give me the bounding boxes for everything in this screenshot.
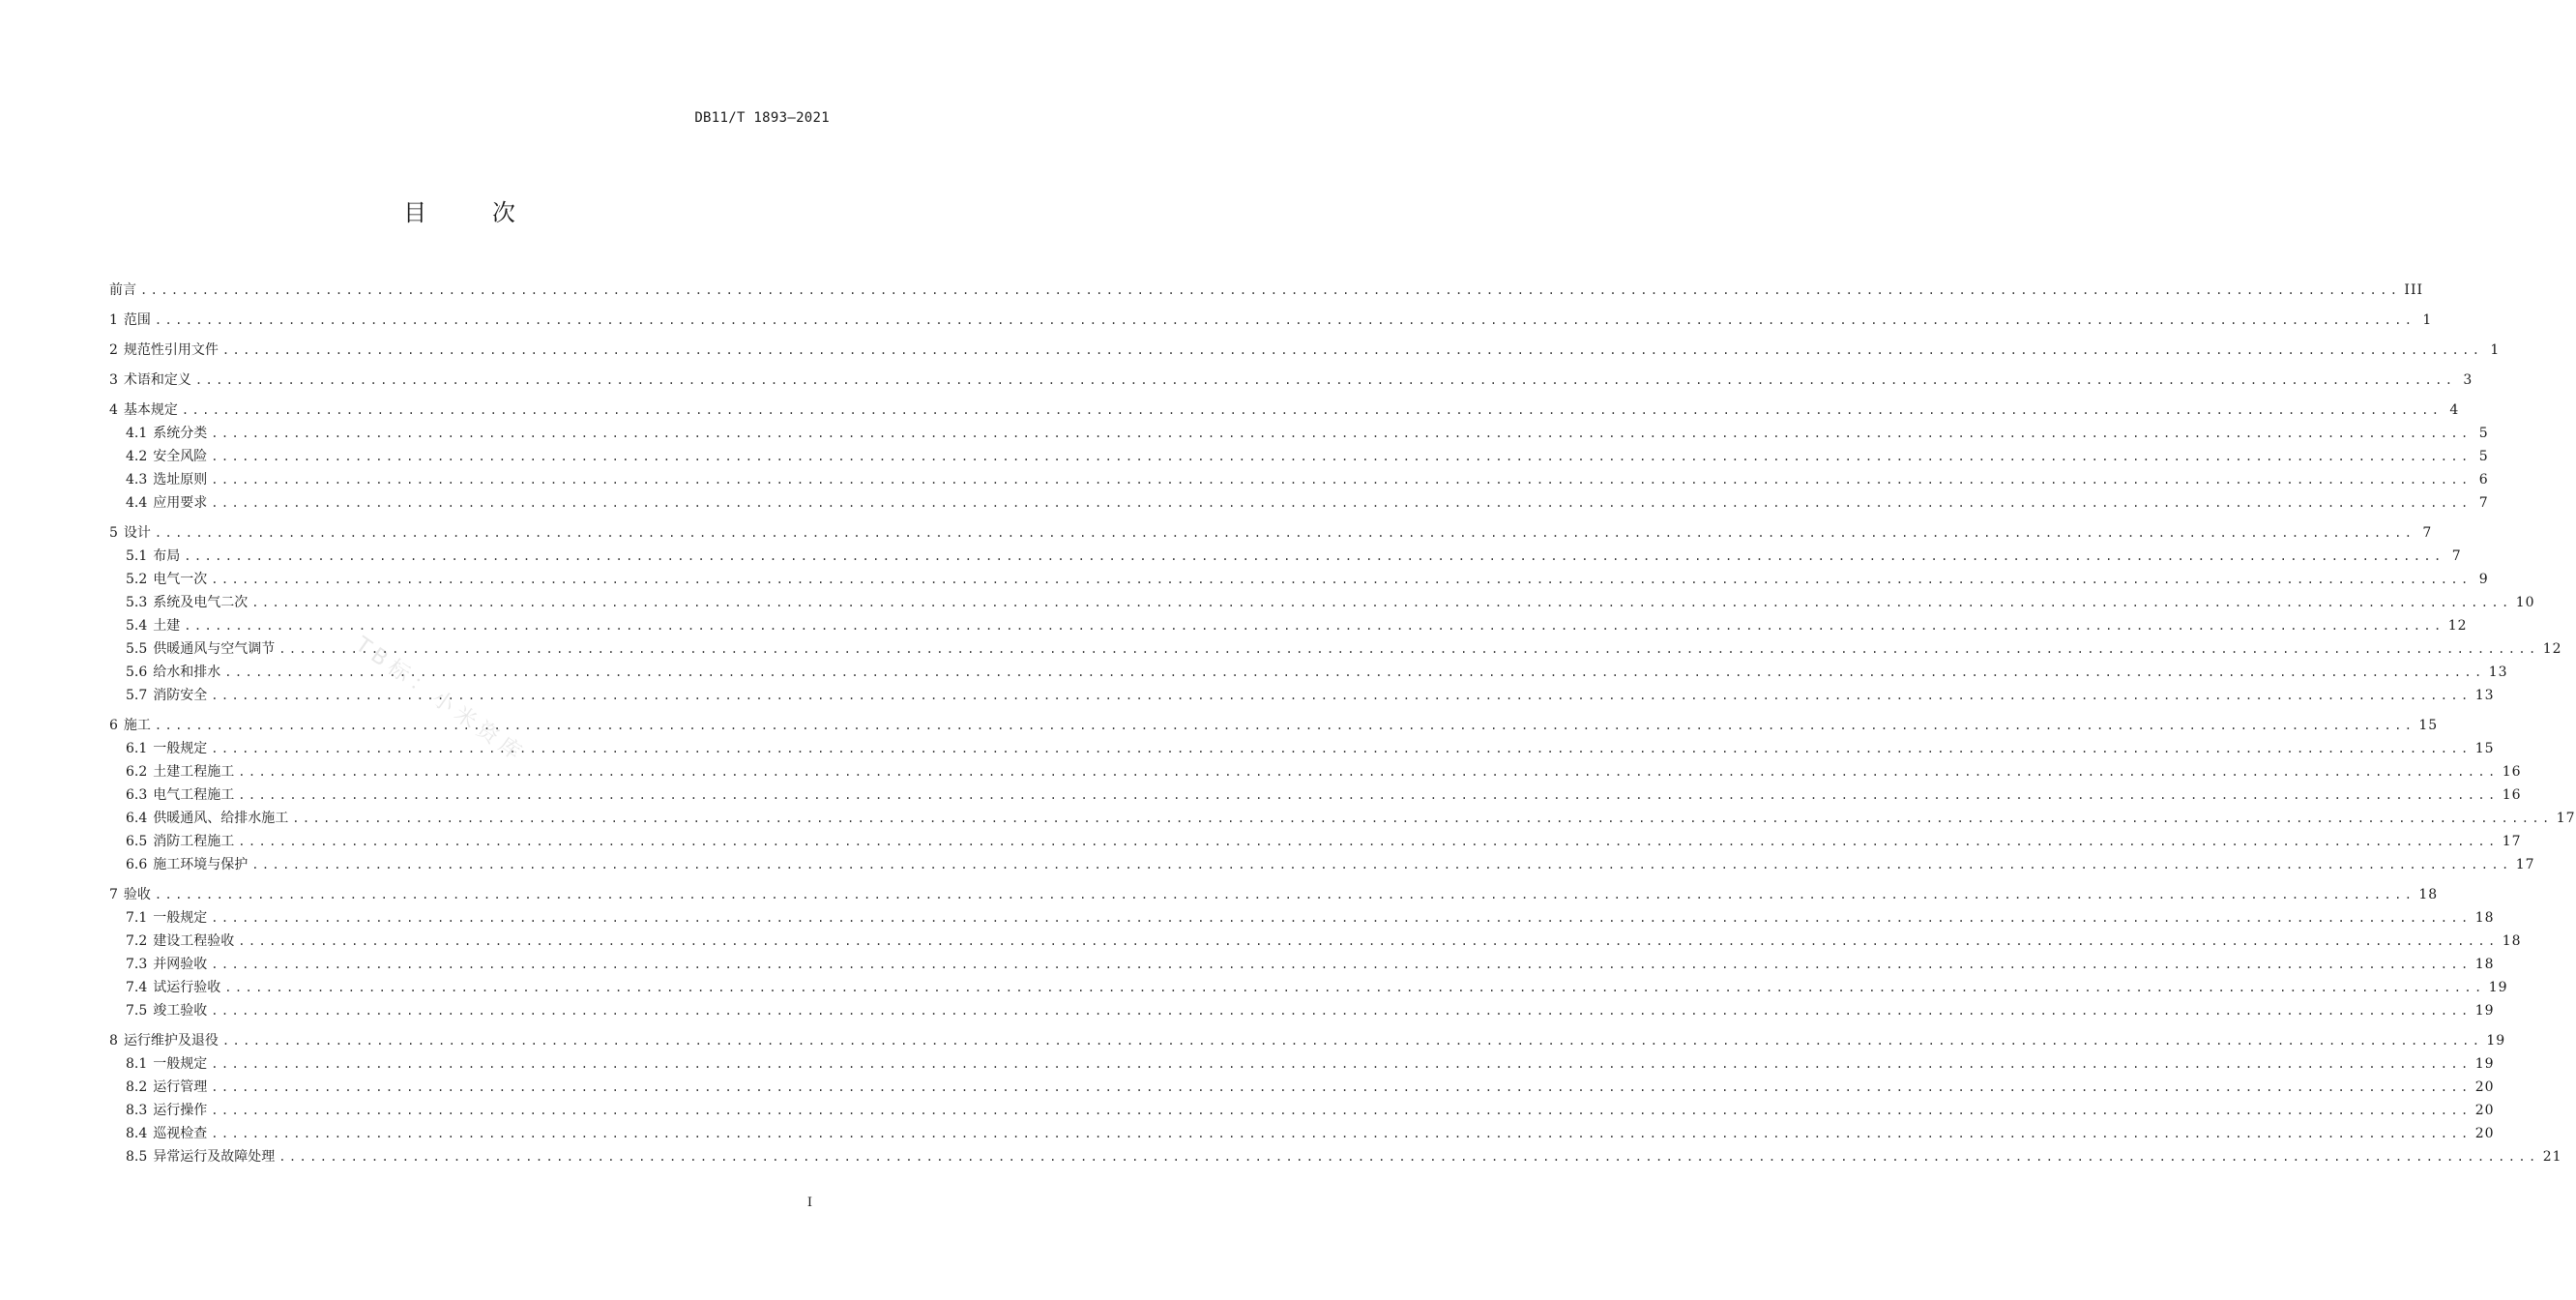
toc-entry-number: 5.7	[126, 688, 148, 703]
toc-entry[interactable]	[109, 1145, 2562, 1168]
toc-entry[interactable]	[109, 976, 2508, 999]
toc-entry-number: 5.6	[126, 665, 148, 680]
toc-leader-dots: ............................................................................................................................................................................................................................	[238, 835, 2499, 848]
toc-entry-title	[126, 830, 234, 853]
toc-entry[interactable]	[109, 999, 2495, 1022]
toc-entry-title	[126, 684, 207, 707]
toc-entry-number: 6.3	[126, 787, 148, 803]
toc-entry-label: 并网验收	[153, 957, 208, 972]
toc-leader-dots: ............................................................................................................................................................................................................................	[251, 596, 2512, 609]
toc-entry-title	[126, 976, 220, 999]
toc-entry-number: 6.1	[126, 741, 148, 756]
toc-entry-label: 试运行验收	[153, 980, 221, 995]
toc-entry[interactable]	[109, 568, 2489, 591]
toc-entry-title	[126, 422, 207, 445]
toc-entry[interactable]	[109, 807, 2576, 830]
toc-entry-title	[126, 568, 207, 591]
toc-entry-page: 20	[2474, 1126, 2495, 1141]
toc-entry-label: 设计	[123, 525, 151, 541]
toc-leader-dots: ............................................................................................................................................................................................................................	[211, 958, 2472, 971]
toc-entry[interactable]	[109, 661, 2508, 684]
toc-entry-title	[126, 953, 207, 976]
toc-entry[interactable]	[109, 399, 2460, 422]
toc-entry-page: 17	[2502, 834, 2522, 849]
toc-entry-label: 供暖通风与空气调节	[153, 641, 276, 657]
toc-entry-label: 一般规定	[153, 910, 208, 926]
toc-entry-label: 土建工程施工	[153, 764, 235, 780]
toc-leader-dots: ............................................................................................................................................................................................................................	[140, 283, 2401, 297]
toc-entry-title	[126, 930, 234, 953]
watermark: TB标：小米资库	[350, 633, 530, 769]
toc-entry-label: 系统及电气二次	[153, 595, 249, 610]
toc-entry-number: 6.4	[126, 811, 148, 826]
toc-leader-dots: ............................................................................................................................................................................................................................	[292, 812, 2553, 825]
toc-leader-dots: ............................................................................................................................................................................................................................	[184, 549, 2444, 563]
toc-entry[interactable]	[109, 1052, 2495, 1076]
toc-leader-dots: ............................................................................................................................................................................................................................	[211, 496, 2472, 510]
toc-entry-title	[126, 614, 180, 637]
toc-entry-page: 13	[2488, 665, 2508, 680]
toc-leader-dots: ............................................................................................................................................................................................................................	[211, 689, 2472, 702]
toc-entry[interactable]	[109, 339, 2501, 362]
toc-entry-label: 巡视检查	[153, 1126, 208, 1141]
toc-entry-number: 8.4	[126, 1126, 148, 1141]
toc-leader-dots: ............................................................................................................................................................................................................................	[211, 911, 2472, 925]
toc-entry[interactable]	[109, 545, 2462, 568]
toc-entry-label: 前言	[109, 282, 136, 298]
toc-entry[interactable]	[109, 279, 2424, 302]
toc-entry-title	[109, 309, 151, 332]
toc-entry-page: 5	[2478, 449, 2489, 464]
toc-entry[interactable]	[109, 783, 2522, 807]
toc-leader-dots: ............................................................................................................................................................................................................................	[224, 981, 2485, 994]
toc-entry-number: 4.3	[126, 472, 148, 488]
toc-leader-dots: ............................................................................................................................................................................................................................	[278, 642, 2539, 656]
toc-entry-label: 术语和定义	[123, 372, 191, 388]
toc-entry[interactable]	[109, 684, 2495, 707]
toc-entry-number: 7.2	[126, 933, 148, 949]
toc-entry-page: 19	[2486, 1033, 2506, 1049]
toc-leader-dots: ............................................................................................................................................................................................................................	[221, 343, 2483, 357]
toc-entry-number: 7.4	[126, 980, 148, 995]
toc-entry-title	[126, 783, 234, 807]
toc-entry-page: 18	[2502, 933, 2522, 949]
toc-entry-title	[109, 279, 136, 302]
toc-entry-page: 13	[2474, 688, 2495, 703]
toc-entry-title	[126, 1122, 207, 1145]
toc-leader-dots: ............................................................................................................................................................................................................................	[154, 719, 2415, 732]
toc-leader-dots: ............................................................................................................................................................................................................................	[211, 473, 2472, 487]
toc-entry-page: 9	[2478, 572, 2489, 587]
toc-entry-label: 安全风险	[153, 449, 208, 464]
title-char-2: 次	[491, 199, 515, 226]
toc-entry-title	[109, 399, 178, 422]
toc-entry-number: 7.5	[126, 1003, 148, 1019]
toc-entry-title	[126, 1052, 207, 1076]
toc-entry-title	[126, 468, 207, 491]
toc-entry-number: 4.2	[126, 449, 148, 464]
toc-entry-label: 消防工程施工	[153, 834, 235, 849]
toc-leader-dots: ............................................................................................................................................................................................................................	[238, 934, 2499, 948]
toc-entry-label: 供暖通风、给排水施工	[153, 811, 289, 826]
toc-entry-title	[109, 369, 191, 392]
toc-entry[interactable]	[109, 369, 2474, 392]
toc-leader-dots: ............................................................................................................................................................................................................................	[224, 665, 2485, 679]
toc-leader-dots: ............................................................................................................................................................................................................................	[154, 313, 2415, 327]
toc-entry[interactable]	[109, 760, 2522, 783]
toc-entry-title	[126, 661, 220, 684]
toc-entry-title	[126, 737, 207, 760]
toc-entry-number: 5.1	[126, 548, 148, 564]
toc-entry-label: 运行操作	[153, 1103, 208, 1118]
toc-entry-page: 7	[2422, 525, 2433, 541]
toc-entry-title	[126, 1076, 207, 1099]
toc-entry-page: 7	[2478, 495, 2489, 511]
toc-leader-dots: ............................................................................................................................................................................................................................	[221, 1034, 2483, 1048]
toc-entry-label: 建设工程验收	[153, 933, 235, 949]
toc-entry-page: 15	[2474, 741, 2495, 756]
toc-entry-page: 18	[2418, 887, 2439, 902]
toc-entry-label: 基本规定	[123, 402, 178, 418]
toc-entry-title	[126, 591, 248, 614]
toc-entry-page: 5	[2478, 426, 2489, 441]
toc-entry-page: 18	[2474, 957, 2495, 972]
toc-entry[interactable]	[109, 1076, 2495, 1099]
toc-entry-title	[126, 807, 288, 830]
toc-entry[interactable]	[109, 468, 2489, 491]
toc-entry-title	[126, 853, 248, 876]
toc-leader-dots: ............................................................................................................................................................................................................................	[194, 373, 2456, 387]
toc-entry-title	[126, 637, 275, 661]
toc-entry-page: 19	[2474, 1056, 2495, 1072]
toc-entry-number: 5.5	[126, 641, 148, 657]
toc-entry-page: 6	[2478, 472, 2489, 488]
toc-entry[interactable]	[109, 853, 2535, 876]
toc-entry-number: 8.5	[126, 1149, 148, 1165]
standard-code: DB11/T 1893—2021	[694, 110, 830, 126]
title-char-1: 目	[403, 199, 427, 226]
table-of-contents	[109, 279, 2576, 1168]
toc-entry-number: 7.1	[126, 910, 148, 926]
toc-entry-label: 施工	[123, 718, 151, 733]
toc-entry-label: 验收	[123, 887, 151, 902]
toc-entry[interactable]	[109, 1122, 2495, 1145]
toc-entry-number: 6.6	[126, 857, 148, 872]
toc-entry-label: 选址原则	[153, 472, 208, 488]
toc-entry-label: 电气一次	[153, 572, 208, 587]
toc-leader-dots: ............................................................................................................................................................................................................................	[238, 788, 2499, 802]
toc-entry-number: 4.1	[126, 426, 148, 441]
toc-leader-dots: ............................................................................................................................................................................................................................	[154, 888, 2415, 901]
toc-entry[interactable]	[109, 422, 2489, 445]
toc-leader-dots: ............................................................................................................................................................................................................................	[211, 1080, 2472, 1094]
toc-entry-title	[109, 521, 151, 545]
toc-entry-page: 12	[2542, 641, 2562, 657]
toc-entry-page: 16	[2502, 764, 2522, 780]
toc-entry-title	[126, 491, 207, 515]
toc-leader-dots: ............................................................................................................................................................................................................................	[154, 526, 2415, 540]
toc-entry-title	[126, 999, 207, 1022]
toc-entry-page: 17	[2556, 811, 2576, 826]
toc-entry[interactable]	[109, 521, 2433, 545]
toc-entry[interactable]	[109, 906, 2495, 930]
toc-entry-page: 16	[2502, 787, 2522, 803]
toc-entry-label: 一般规定	[153, 741, 208, 756]
toc-entry-label: 土建	[153, 618, 181, 634]
toc-entry[interactable]	[109, 591, 2535, 614]
toc-entry-number: 8.3	[126, 1103, 148, 1118]
toc-leader-dots: ............................................................................................................................................................................................................................	[211, 427, 2472, 440]
toc-entry-title	[109, 1029, 219, 1052]
toc-entry-page: 20	[2474, 1103, 2495, 1118]
toc-entry-number: 6.2	[126, 764, 148, 780]
toc-entry-number: 5.3	[126, 595, 148, 610]
toc-entry[interactable]	[109, 1099, 2495, 1122]
toc-entry-number: 8	[109, 1033, 118, 1049]
toc-entry-page: 10	[2515, 595, 2535, 610]
toc-entry[interactable]	[109, 1029, 2506, 1052]
toc-entry-page: 7	[2451, 548, 2462, 564]
toc-entry-label: 应用要求	[153, 495, 208, 511]
toc-entry-number: 8.1	[126, 1056, 148, 1072]
toc-entry-page: 18	[2474, 910, 2495, 926]
toc-entry-label: 运行管理	[153, 1079, 208, 1095]
toc-entry-title	[126, 1099, 207, 1122]
toc-entry[interactable]	[109, 309, 2433, 332]
toc-entry-label: 电气工程施工	[153, 787, 235, 803]
toc-entry-number: 8.2	[126, 1079, 148, 1095]
toc-entry[interactable]	[109, 714, 2439, 737]
toc-entry-label: 施工环境与保护	[153, 857, 249, 872]
toc-entry-label: 运行维护及退役	[123, 1033, 219, 1049]
toc-entry-label: 布局	[153, 548, 181, 564]
toc-leader-dots: ............................................................................................................................................................................................................................	[184, 619, 2444, 633]
toc-leader-dots: ............................................................................................................................................................................................................................	[278, 1150, 2539, 1164]
toc-entry-page: 12	[2447, 618, 2468, 634]
toc-entry-label: 消防安全	[153, 688, 208, 703]
toc-leader-dots: ............................................................................................................................................................................................................................	[211, 742, 2472, 755]
toc-entry-title	[126, 906, 207, 930]
toc-entry[interactable]	[109, 883, 2439, 906]
toc-entry-number: 4.4	[126, 495, 148, 511]
toc-entry-number: 6	[109, 718, 118, 733]
toc-entry-label: 规范性引用文件	[123, 342, 219, 358]
page-title	[0, 193, 919, 227]
toc-entry-number: 5.4	[126, 618, 148, 634]
toc-entry-page: 1	[2490, 342, 2501, 358]
toc-leader-dots: ............................................................................................................................................................................................................................	[238, 765, 2499, 779]
toc-entry-number: 2	[109, 342, 118, 358]
toc-entry-page: 3	[2463, 372, 2474, 388]
toc-entry-title	[109, 714, 151, 737]
toc-entry-title	[109, 883, 151, 906]
toc-entry-number: 7.3	[126, 957, 148, 972]
toc-leader-dots: ............................................................................................................................................................................................................................	[211, 1004, 2472, 1018]
page-number: I	[806, 1196, 812, 1210]
toc-entry-label: 一般规定	[153, 1056, 208, 1072]
toc-entry-page: 1	[2422, 312, 2433, 328]
toc-leader-dots: ............................................................................................................................................................................................................................	[251, 858, 2512, 872]
toc-leader-dots: ............................................................................................................................................................................................................................	[211, 1057, 2472, 1071]
toc-leader-dots: ............................................................................................................................................................................................................................	[211, 1104, 2472, 1117]
toc-entry-page: 4	[2449, 402, 2460, 418]
toc-entry-label: 给水和排水	[153, 665, 221, 680]
toc-entry-page: 20	[2474, 1079, 2495, 1095]
toc-leader-dots: ............................................................................................................................................................................................................................	[211, 573, 2472, 586]
toc-entry-label: 竣工验收	[153, 1003, 208, 1019]
toc-leader-dots: ............................................................................................................................................................................................................................	[211, 450, 2472, 463]
toc-entry-number: 3	[109, 372, 118, 388]
toc-entry[interactable]	[109, 445, 2489, 468]
toc-entry-title	[126, 545, 180, 568]
toc-entry-number: 6.5	[126, 834, 148, 849]
toc-entry-number: 5.2	[126, 572, 148, 587]
toc-entry-number: 1	[109, 312, 118, 328]
toc-entry-page: 19	[2488, 980, 2508, 995]
toc-entry[interactable]	[109, 637, 2562, 661]
toc-entry-number: 5	[109, 525, 118, 541]
toc-entry-title	[109, 339, 219, 362]
toc-entry-page: III	[2404, 282, 2424, 298]
toc-entry[interactable]	[109, 491, 2489, 515]
toc-leader-dots: ............................................................................................................................................................................................................................	[181, 403, 2443, 417]
toc-entry-title	[126, 445, 207, 468]
toc-entry-page: 15	[2418, 718, 2439, 733]
toc-entry-page: 21	[2542, 1149, 2562, 1165]
toc-entry[interactable]	[109, 614, 2468, 637]
toc-entry[interactable]	[109, 930, 2522, 953]
toc-entry-title	[126, 760, 234, 783]
toc-entry-page: 19	[2474, 1003, 2495, 1019]
toc-entry-number: 4	[109, 402, 118, 418]
toc-entry-label: 异常运行及故障处理	[153, 1149, 276, 1165]
toc-entry[interactable]	[109, 953, 2495, 976]
toc-entry-number: 7	[109, 887, 118, 902]
toc-entry-title	[126, 1145, 275, 1168]
toc-entry-page: 17	[2515, 857, 2535, 872]
toc-entry[interactable]	[109, 830, 2522, 853]
toc-leader-dots: ............................................................................................................................................................................................................................	[211, 1127, 2472, 1140]
toc-entry[interactable]	[109, 737, 2495, 760]
toc-entry-label: 系统分类	[153, 426, 208, 441]
toc-entry-label: 范围	[123, 312, 151, 328]
